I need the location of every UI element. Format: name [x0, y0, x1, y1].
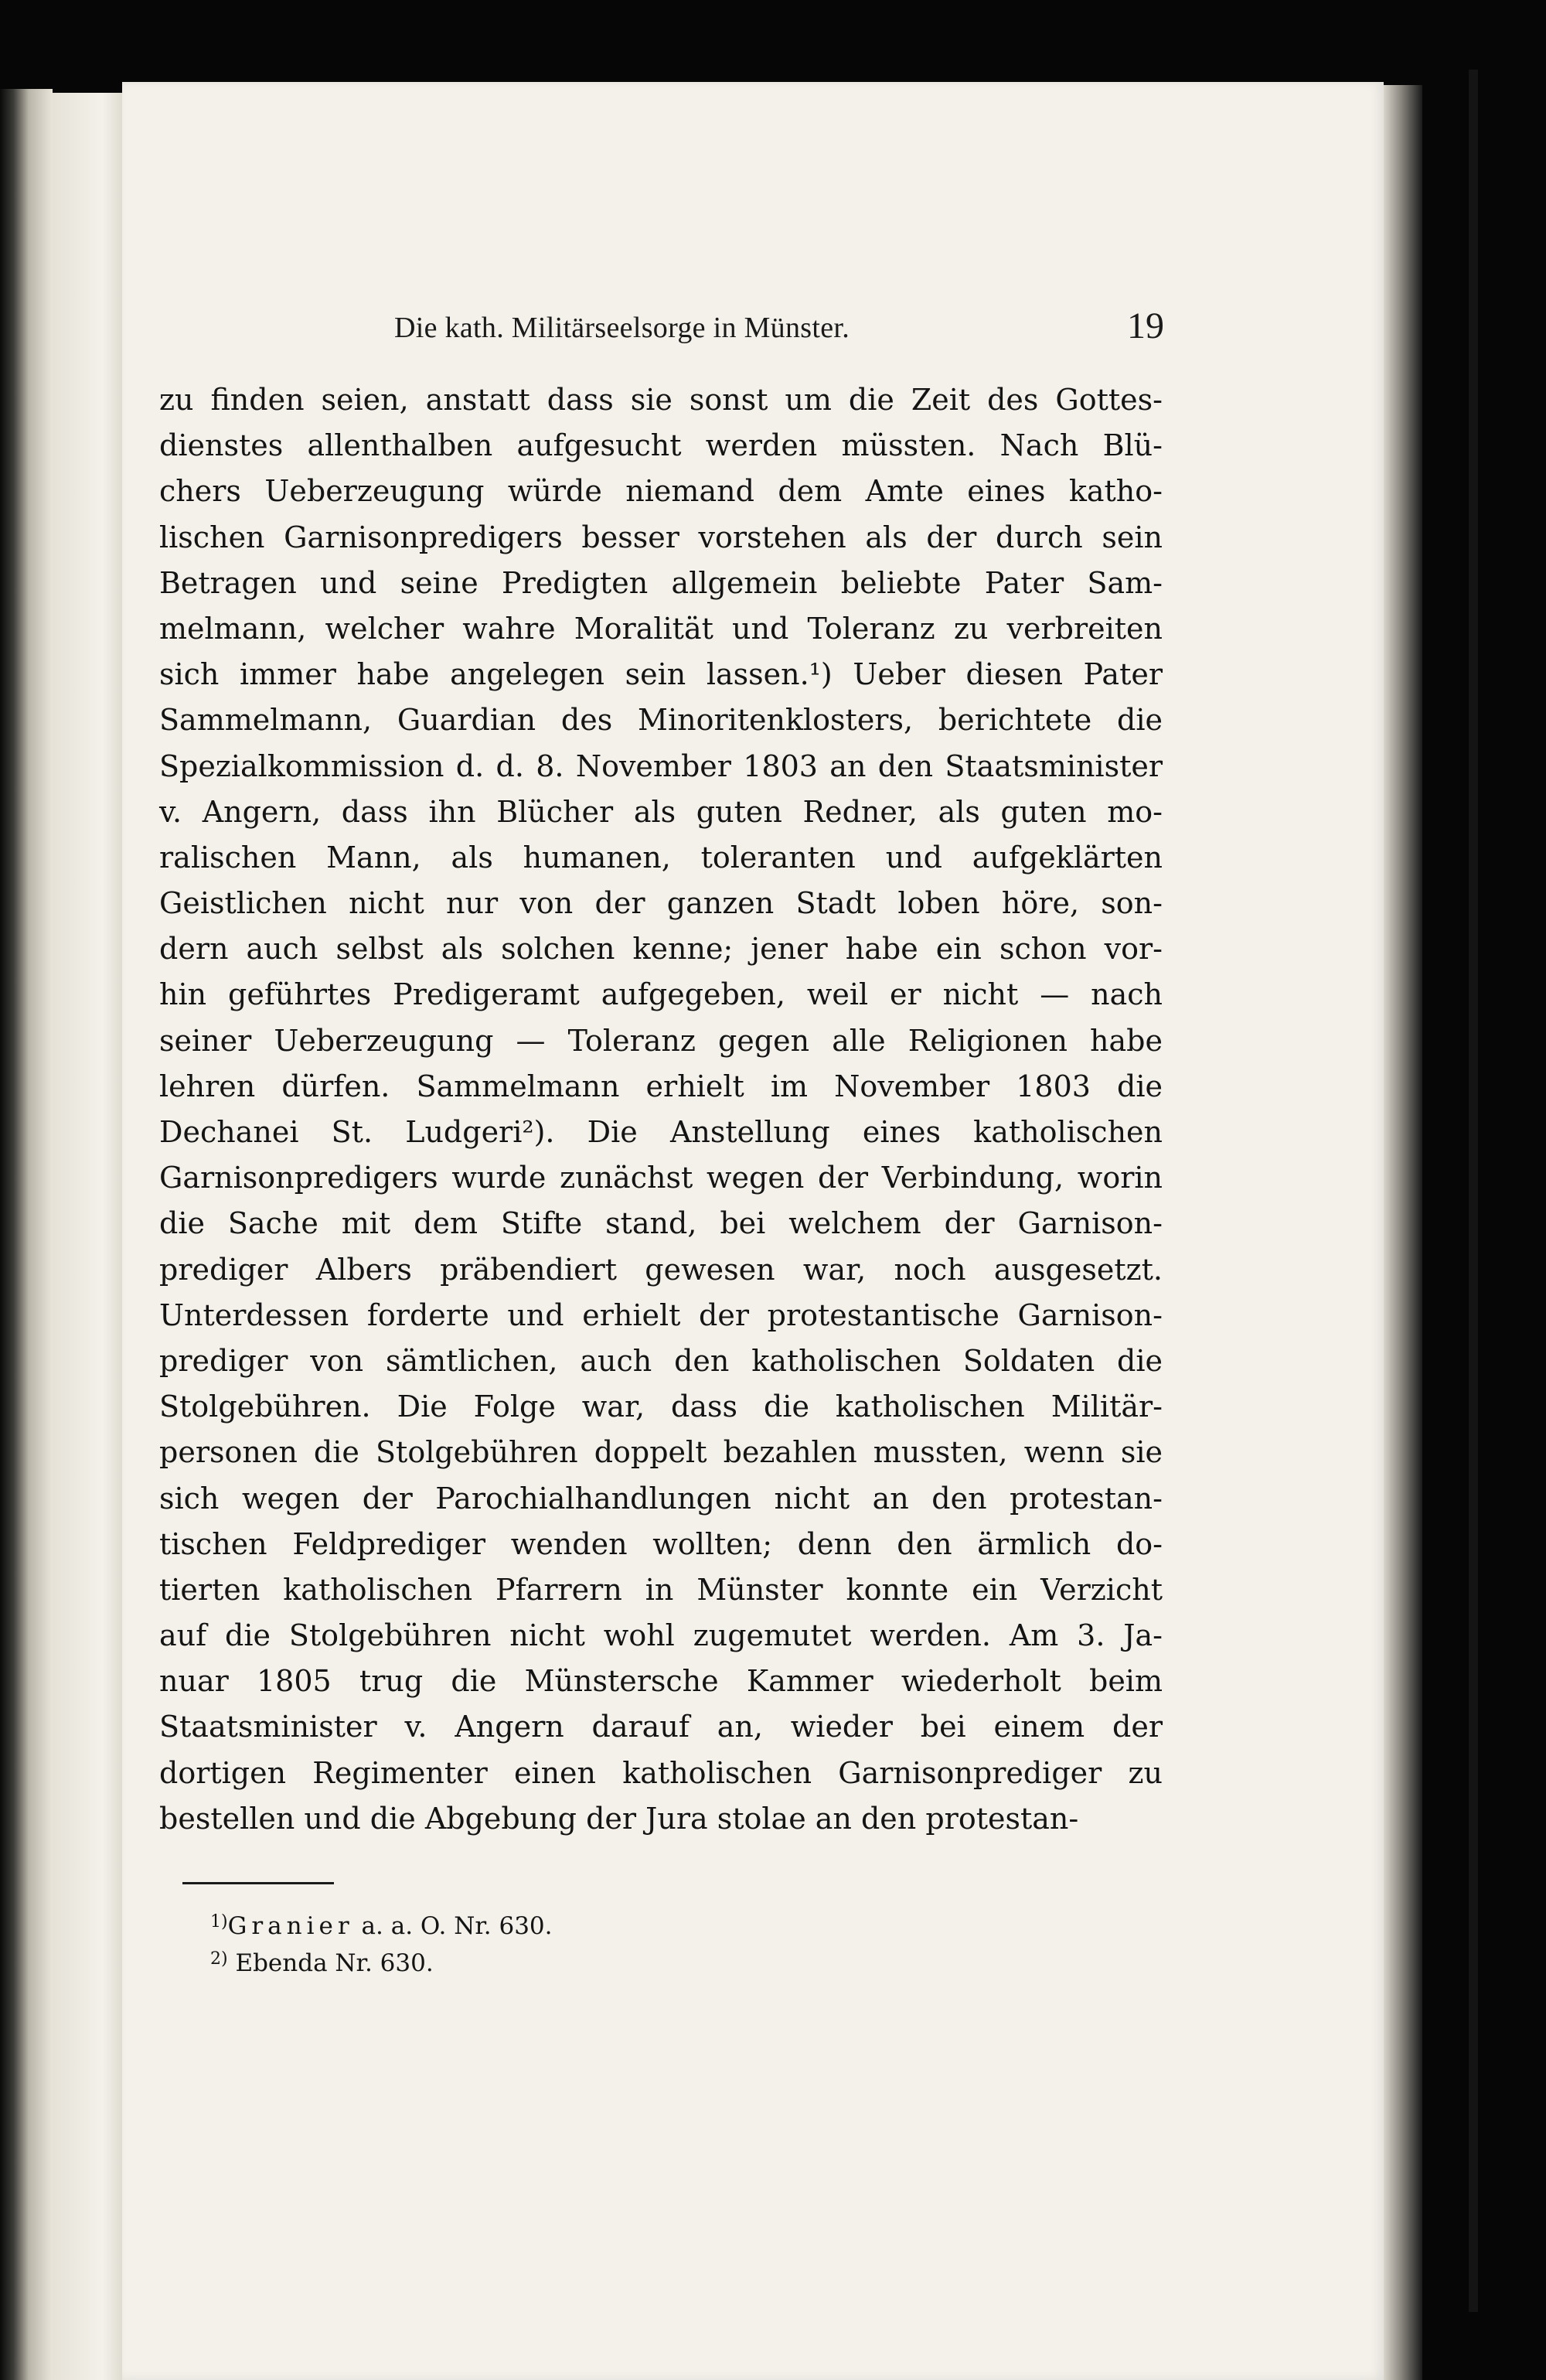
text-line: Garnisonpredigers wurde zunächst wegen der Verbindung, worin	[159, 1161, 1163, 1195]
text-line: nuar 1805 trug die Münstersche Kammer wiederholt beim	[159, 1664, 1163, 1699]
facing-page-edge	[53, 93, 124, 2380]
text-line: seiner Ueberzeugung — Toleranz gegen alle Religionen habe	[159, 1023, 1163, 1058]
book-cover-edge	[1469, 70, 1478, 2312]
book-spine-left	[0, 89, 53, 2380]
footnote-text: Ebenda Nr. 630.	[227, 1949, 434, 1977]
text-line: v. Angern, dass ihn Blücher als guten Redner, als guten mo-	[159, 794, 1163, 829]
text-line: lischen Garnisonpredigers besser vorstehen als der durch sein	[159, 520, 1163, 554]
page-fore-edge	[1384, 85, 1422, 2380]
text-line: tierten katholischen Pfarrern in Münster konnte ein Verzicht	[159, 1572, 1163, 1607]
footnote-text: a. a. O. Nr. 630.	[353, 1912, 553, 1940]
text-line: Geistlichen nicht nur von der ganzen Stadt loben höre, son-	[159, 886, 1163, 921]
text-line: dienstes allenthalben aufgesucht werden müssten. Nach Blü-	[159, 428, 1163, 463]
text-line: Sammelmann, Guardian des Minoritenklosters, berichtete die	[159, 703, 1163, 738]
text-line: Staatsminister v. Angern darauf an, wieder bei einem der	[159, 1710, 1163, 1744]
running-head: Die kath. Militärseelsorge in Münster.	[394, 312, 850, 344]
footnote-mark: 2)	[210, 1949, 228, 1969]
text-line: hin geführtes Predigeramt aufgegeben, weil er nicht — nach	[159, 977, 1163, 1012]
text-line: dern auch selbst als solchen kenne; jener habe ein schon vor-	[159, 932, 1163, 967]
page-number: 19	[1127, 305, 1164, 346]
text-line: prediger von sämtlichen, auch den katholischen Soldaten die	[159, 1343, 1163, 1378]
footnote-rule	[182, 1882, 334, 1884]
text-line: personen die Stolgebühren doppelt bezahlen mussten, wenn sie	[159, 1435, 1163, 1470]
text-line: bestellen und die Abgebung der Jura stolae an den protestan-	[159, 1801, 1079, 1836]
footnotes	[210, 1904, 553, 1978]
text-line: ralischen Mann, als humanen, toleranten und aufgeklärten	[159, 840, 1163, 875]
text-line: Spezialkommission d. d. 8. November 1803 an den Staatsminister	[159, 748, 1163, 783]
text-line: tischen Feldprediger wenden wollten; denn den ärmlich do-	[159, 1526, 1163, 1561]
footnote-author: Granier	[227, 1912, 354, 1940]
text-line: lehren dürfen. Sammelmann erhielt im November 1803 die	[159, 1069, 1163, 1103]
footnote	[210, 1904, 553, 1941]
text-line: dortigen Regimenter einen katholischen Garnisonprediger zu	[159, 1755, 1163, 1790]
text-line: Dechanei St. Ludgeri²). Die Anstellung eines katholischen	[159, 1115, 1163, 1149]
text-line: Betragen und seine Predigten allgemein beliebte Pater Sam-	[159, 565, 1163, 600]
text-line: prediger Albers präbendiert gewesen war, noch ausgesetzt.	[159, 1252, 1163, 1287]
body-text	[159, 377, 1163, 1842]
text-line: sich wegen der Parochialhandlungen nicht an den protestan-	[159, 1481, 1163, 1516]
text-line: die Sache mit dem Stifte stand, bei welchem der Garnison-	[159, 1206, 1163, 1241]
text-line: chers Ueberzeugung würde niemand dem Amte eines katho-	[159, 474, 1163, 509]
text-line: zu finden seien, anstatt dass sie sonst um die Zeit des Gottes-	[159, 383, 1163, 417]
text-line: sich immer habe angelegen sein lassen.¹) Ueber diesen Pater	[159, 657, 1163, 692]
text-line: Stolgebühren. Die Folge war, dass die katholischen Militär-	[159, 1389, 1163, 1424]
text-line: melmann, welcher wahre Moralität und Toleranz zu verbreiten	[159, 611, 1163, 646]
footnote	[210, 1941, 553, 1978]
footnote-mark: 1)	[210, 1912, 228, 1932]
text-line: Unterdessen forderte und erhielt der protestantische Garnison-	[159, 1297, 1163, 1332]
text-line: auf die Stolgebühren nicht wohl zugemutet werden. Am 3. Ja-	[159, 1618, 1163, 1653]
